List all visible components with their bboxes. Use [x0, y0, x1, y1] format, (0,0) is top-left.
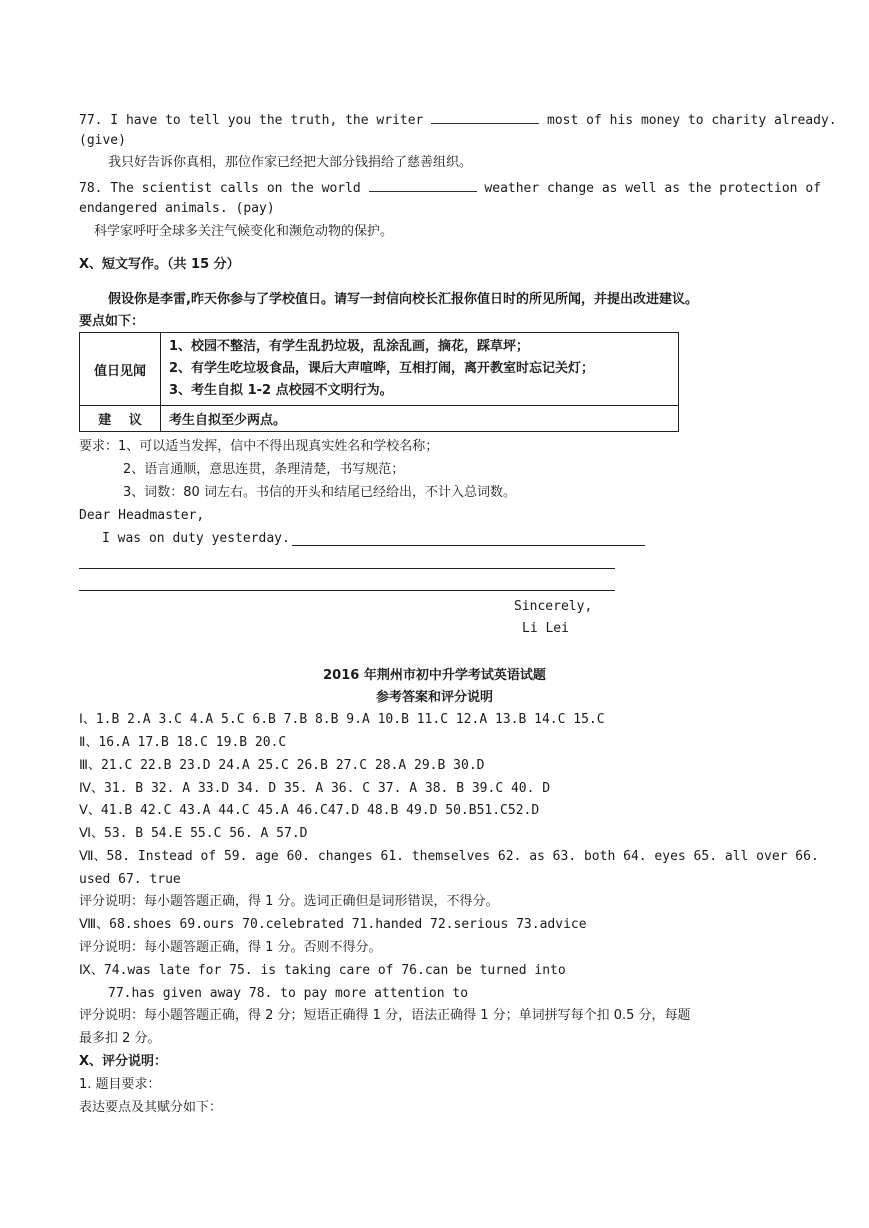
q78-text-start: 78. The scientist calls on the world	[79, 181, 369, 196]
q77-hint: (give)	[79, 133, 126, 148]
requirement-2: 2、语言通顺，意思连贯，条理清楚，书写规范；	[123, 462, 405, 477]
q77-translation: 我只好告诉你真相，那位作家已经把大部分钱捐给了慈善组织。	[108, 155, 473, 170]
scoring-note: 评分说明：每小题答题正确，得 1 分。选词正确但是词形错误，不得分。	[79, 894, 499, 909]
table-row	[80, 406, 679, 432]
answer-line: Ⅳ、31. B 32. A 33.D 34. D 35. A 36. C 37. A 38. B 39.C 40. D	[79, 781, 551, 796]
answer-line: Ⅵ、53. B 54.E 55.C 56. A 57.D	[79, 826, 308, 841]
question-77	[79, 109, 837, 130]
section-10-title: Ⅹ、短文写作。（共 15 分）	[79, 257, 240, 272]
writing-line[interactable]	[79, 590, 615, 591]
question-78	[79, 177, 821, 198]
writing-line[interactable]	[79, 568, 615, 569]
scoring-note: 评分说明：每小题答题正确，得 2 分；短语正确得 1 分，语法正确得 1 分；单词拼写每个扣 0.5 分，每题	[79, 1008, 691, 1023]
table-cell-suggestions: 考生自拟至少两点。	[161, 406, 679, 432]
requirement-3: 3、词数：80 词左右。书信的开头和结尾已经给出，不计入总词数。	[123, 485, 516, 500]
q77-text-end: most of his money to charity already.	[539, 113, 837, 128]
q78-answer-blank[interactable]	[369, 177, 477, 192]
section-10-scoring-title: Ⅹ、评分说明：	[79, 1054, 168, 1069]
answer-line: Ⅴ、41.B 42.C 43.A 44.C 45.A 46.C47.D 48.B 49.D 50.B51.C52.D	[79, 803, 540, 818]
requirement-heading: 1. 题目要求：	[79, 1077, 161, 1092]
answer-line: Ⅱ、16.A 17.B 18.C 19.B 20.C	[79, 735, 287, 750]
letter-closing: Sincerely,	[514, 599, 593, 614]
table-row-head-suggestions: 建 议	[80, 406, 161, 432]
answers-title: 2016 年荆州市初中升学考试英语试题	[323, 668, 546, 683]
letter-signature: Li Lei	[522, 621, 569, 636]
observation-item: 1、校园不整洁，有学生乱扔垃圾，乱涂乱画，摘花，踩草坪；	[169, 339, 530, 354]
observation-item: 2、有学生吃垃圾食品，课后大声喧哗，互相打闹，离开教室时忘记关灯；	[169, 361, 595, 376]
answers-subtitle: 参考答案和评分说明	[375, 690, 493, 705]
key-points-table	[79, 332, 679, 432]
q77-text-start: 77. I have to tell you the truth, the writer	[79, 113, 432, 128]
answer-line: Ⅸ、74.was late for 75. is taking care of 76.can be turned into	[79, 963, 566, 978]
requirement-1: 要求：1、可以适当发挥，信中不得出现真实姓名和学校名称；	[79, 439, 439, 454]
table-cell-observations	[161, 333, 679, 406]
points-heading: 表达要点及其赋分如下：	[79, 1100, 223, 1115]
writing-prompt: 假设你是李雷,昨天你参与了学校值日。请写一封信向校长汇报你值日时的所见所闻，并提出改进建议。	[108, 292, 698, 307]
table-row-head-observations: 值日见闻	[80, 333, 161, 406]
observation-item: 3、考生自拟 1-2 点校园不文明行为。	[169, 383, 393, 398]
letter-opening: I was on duty yesterday.	[102, 531, 290, 546]
table-row	[80, 333, 679, 406]
letter-salutation: Dear Headmaster,	[79, 508, 205, 523]
answer-line: Ⅶ、58. Instead of 59. age 60. changes 61. themselves 62. as 63. both 64. eyes 65. all over 66.	[79, 849, 819, 864]
writing-prompt-points: 要点如下：	[79, 314, 145, 329]
answer-line: Ⅷ、68.shoes 69.ours 70.celebrated 71.handed 72.serious 73.advice	[79, 917, 587, 932]
answer-line: Ⅲ、21.C 22.B 23.D 24.A 25.C 26.B 27.C 28.A 29.B 30.D	[79, 758, 485, 773]
q77-answer-blank[interactable]	[431, 109, 539, 124]
answer-line: 77.has given away 78. to pay more attention to	[108, 986, 469, 1001]
answer-line: used 67. true	[79, 872, 181, 887]
q78-text-end: weather change as well as the protection of	[476, 181, 821, 196]
q78-hint: endangered animals. (pay)	[79, 201, 275, 216]
answer-line: Ⅰ、1.B 2.A 3.C 4.A 5.C 6.B 7.B 8.B 9.A 10.B 11.C 12.A 13.B 14.C 15.C	[79, 712, 605, 727]
scoring-note: 评分说明：每小题答题正确，得 1 分。否则不得分。	[79, 940, 382, 955]
q78-translation: 科学家呼吁全球多关注气候变化和濒危动物的保护。	[94, 224, 394, 239]
scoring-note: 最多扣 2 分。	[79, 1031, 161, 1046]
writing-line[interactable]	[292, 545, 645, 546]
